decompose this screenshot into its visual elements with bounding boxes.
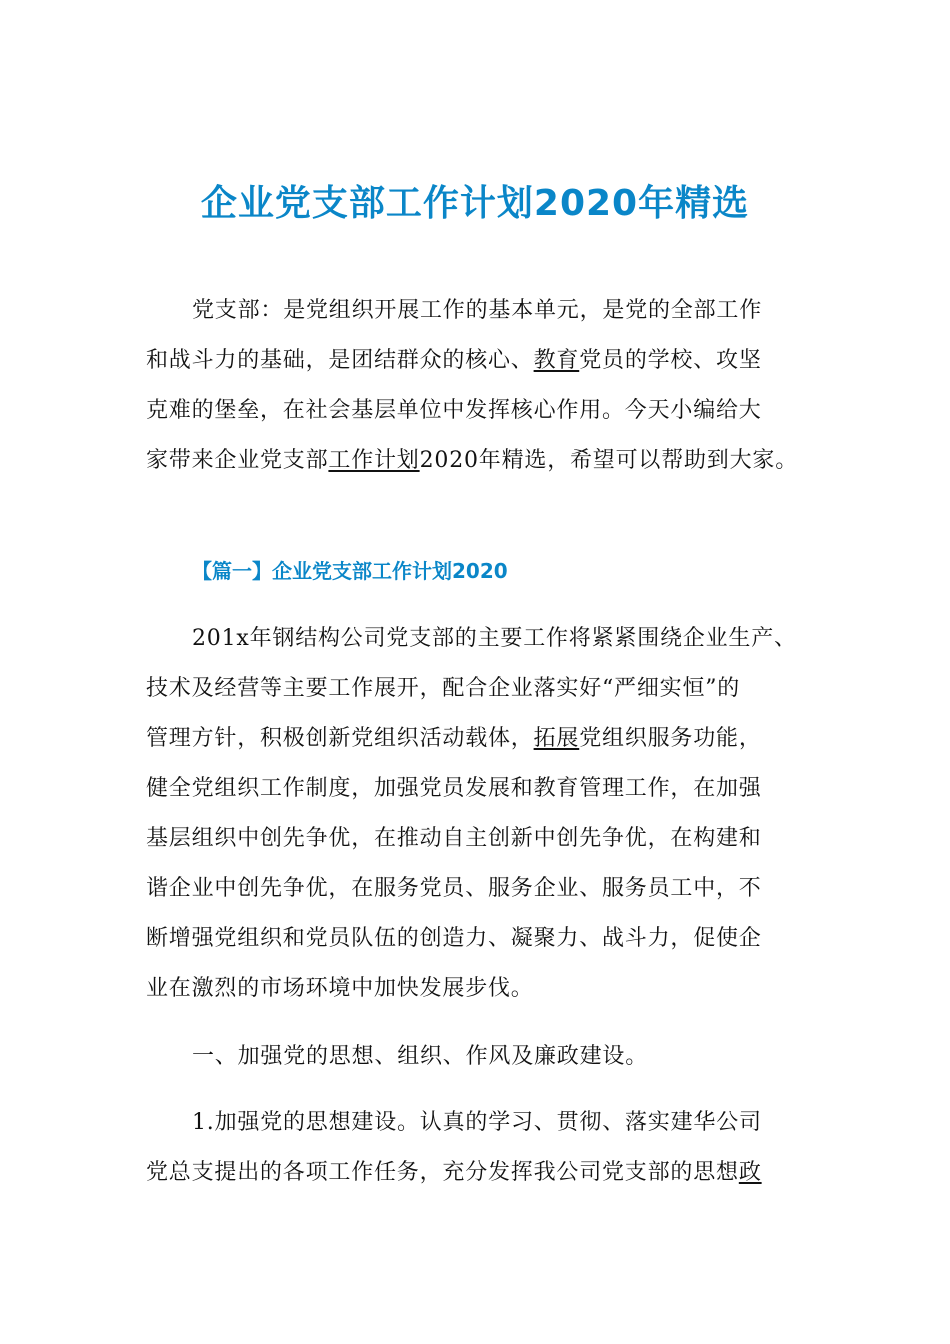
item-paragraph-2 — [146, 1098, 806, 1198]
text-line: 业在激烈的市场环境中加快发展步伐。 — [146, 976, 534, 1001]
text-line: 技术及经营等主要工作展开，配合企业落实好“严细实恒”的 — [146, 676, 741, 701]
body-paragraph — [146, 614, 806, 1014]
text-segment: 党员的学校、攻坚 — [579, 348, 762, 373]
link-zheng[interactable]: 政 — [738, 1160, 762, 1185]
link-jiaoyu[interactable]: 教育 — [533, 348, 580, 373]
intro-paragraph — [146, 286, 806, 486]
text-line: 1.加强党的思想建设。认真的学习、贯彻、落实建华公司 — [192, 1110, 762, 1135]
text-line — [146, 336, 806, 386]
text-line: 201x年钢结构公司党支部的主要工作将紧紧围绕企业生产、 — [192, 626, 797, 651]
text-line: 一、加强党的思想、组织、作风及廉政建设。 — [192, 1044, 649, 1069]
text-segment: 和战斗力的基础，是团结群众的核心、 — [146, 348, 534, 373]
text-line: 断增强党组织和党员队伍的创造力、凝聚力、战斗力，促使企 — [146, 926, 762, 951]
link-tuozhan[interactable]: 拓展 — [533, 726, 580, 751]
item-paragraph-1 — [146, 1032, 806, 1082]
section-heading: 【篇一】企业党支部工作计划2020 — [192, 559, 508, 583]
text-line — [146, 436, 806, 486]
text-segment: 党组织服务功能， — [579, 726, 762, 751]
text-line: 克难的堡垒，在社会基层单位中发挥核心作用。今天小编给大 — [146, 398, 762, 423]
text-line: 党支部：是党组织开展工作的基本单元，是党的全部工作 — [192, 298, 763, 323]
link-work-plan[interactable]: 工作计划 — [328, 448, 420, 473]
text-line: 谐企业中创先争优，在服务党员、服务企业、服务员工中，不 — [146, 876, 762, 901]
text-segment: 家带来企业党支部 — [146, 448, 329, 473]
text-segment: 2020年精选，希望可以帮助到大家。 — [419, 448, 798, 473]
text-segment: 管理方针，积极创新党组织活动载体， — [146, 726, 534, 751]
document-title: 企业党支部工作计划2020年精选 — [200, 183, 750, 224]
text-line — [146, 1148, 806, 1198]
text-line — [146, 714, 806, 764]
text-line: 基层组织中创先争优，在推动自主创新中创先争优，在构建和 — [146, 826, 762, 851]
text-line: 健全党组织工作制度，加强党员发展和教育管理工作，在加强 — [146, 776, 762, 801]
text-segment: 党总支提出的各项工作任务，充分发挥我公司党支部的思想 — [146, 1160, 739, 1185]
